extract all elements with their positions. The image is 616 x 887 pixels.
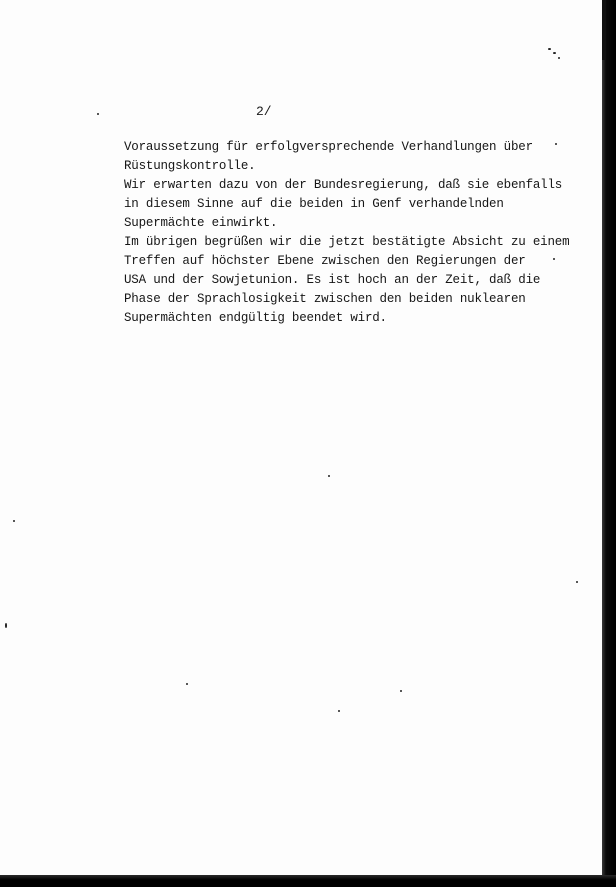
scan-speck: [97, 113, 99, 115]
text-line: Phase der Sprachlosigkeit zwischen den beiden nuklearen: [124, 292, 526, 306]
scan-speck: [548, 48, 551, 50]
text-line: Rüstungskontrolle.: [124, 159, 256, 173]
scan-speck: [553, 52, 556, 54]
body-text: [124, 138, 570, 328]
scan-speck: [338, 710, 340, 712]
scan-border-bottom: [0, 875, 616, 887]
text-line: USA und der Sowjetunion. Es ist hoch an der Zeit, daß die: [124, 273, 541, 287]
scan-border-right: [602, 0, 616, 887]
text-line: Supermächten endgültig beendet wird.: [124, 311, 387, 325]
scan-border-notch: [602, 0, 606, 60]
page-number: 2/: [256, 104, 272, 119]
scan-speck: [328, 475, 330, 477]
scan-speck: [553, 258, 555, 260]
text-line: Voraussetzung für erfolgversprechende Verhandlungen über: [124, 140, 533, 154]
text-line: Treffen auf höchster Ebene zwischen den Regierungen der: [124, 254, 526, 268]
text-line: Supermächte einwirkt.: [124, 216, 278, 230]
scan-speck: [576, 581, 578, 583]
scan-speck: [400, 690, 402, 692]
text-line: in diesem Sinne auf die beiden in Genf verhandelnden: [124, 197, 504, 211]
text-line: Im übrigen begrüßen wir die jetzt bestätigte Absicht zu einem: [124, 235, 570, 249]
scan-speck: [5, 623, 7, 628]
scan-speck: [558, 57, 560, 59]
scan-speck: [13, 520, 15, 522]
scan-speck: [555, 143, 557, 145]
text-line: Wir erwarten dazu von der Bundesregierung, daß sie ebenfalls: [124, 178, 563, 192]
scan-speck: [186, 683, 188, 685]
